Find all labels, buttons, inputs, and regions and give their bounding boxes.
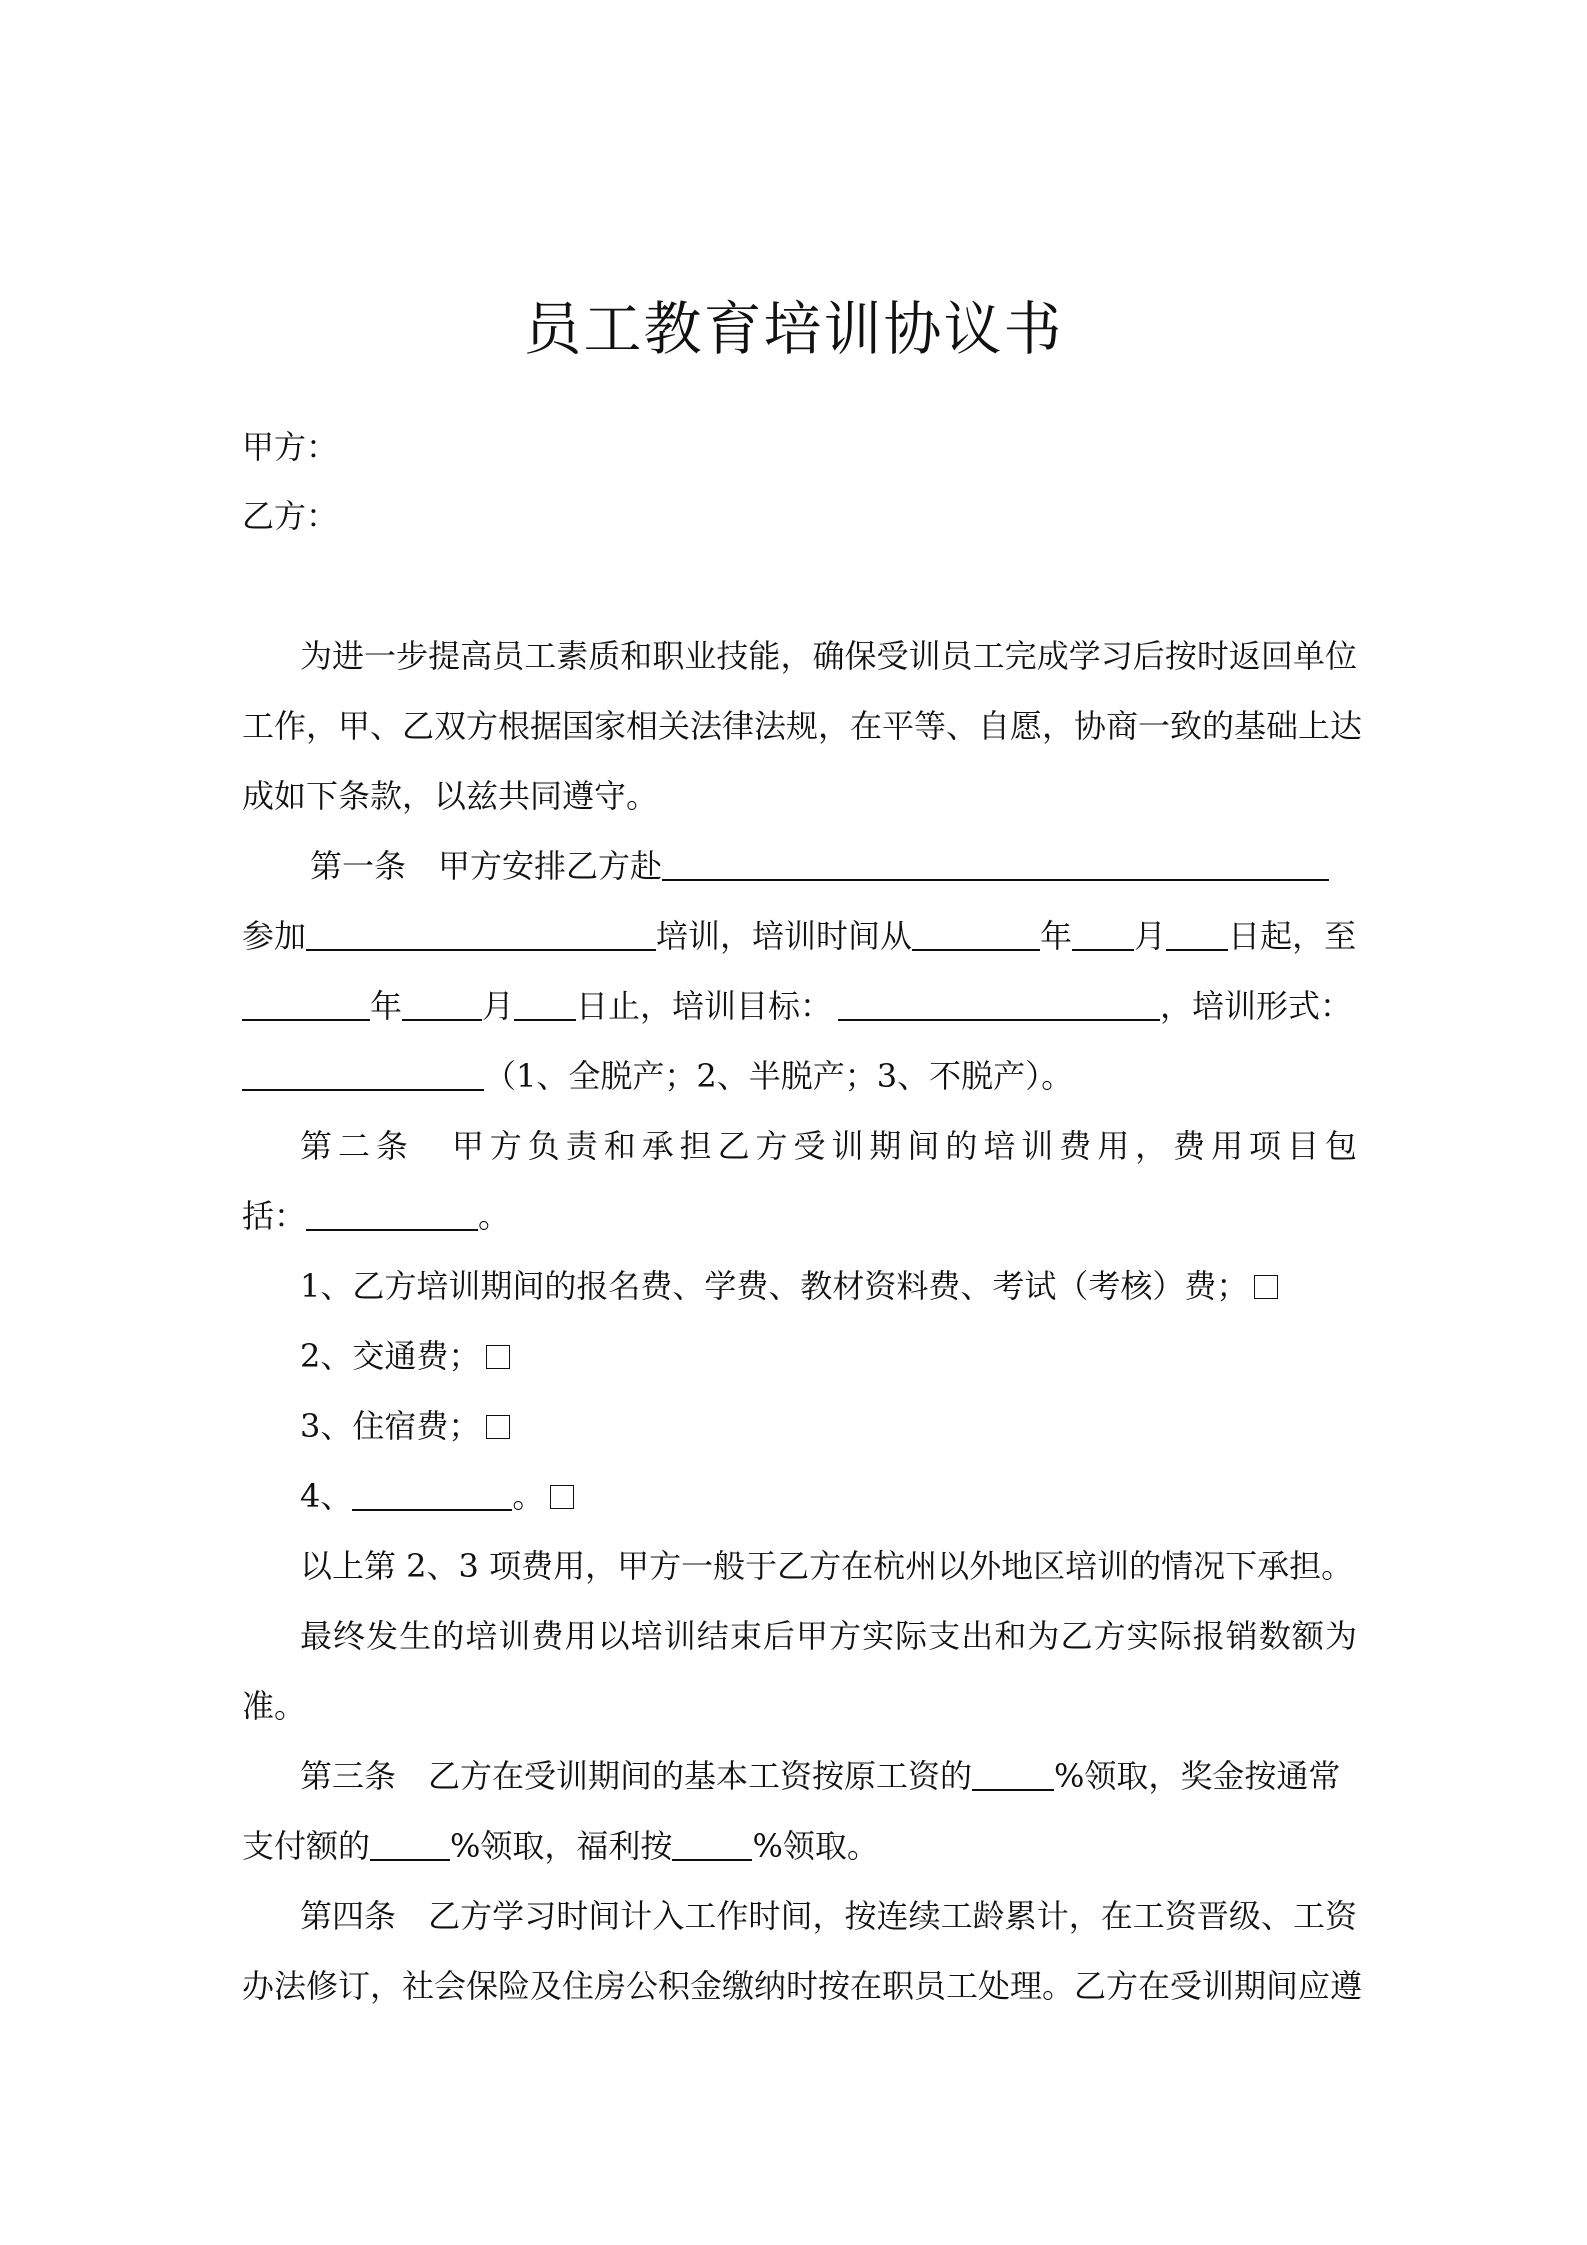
intro-line-3: 成如下条款，以兹共同遵守。 xyxy=(242,777,659,815)
attend-label: 参加 xyxy=(242,917,307,955)
party-a-label: 甲方： xyxy=(242,428,339,466)
article-2-line-2 xyxy=(242,1194,1357,1238)
expense-item-4-prefix: 4、 xyxy=(300,1477,353,1515)
expense-item-3 xyxy=(300,1404,1415,1448)
article-4-line-1: 第四条 乙方学习时间计入工作时间，按连续工龄累计，在工资晋级、工资 xyxy=(300,1897,1357,1935)
start-month-blank[interactable] xyxy=(1072,915,1134,951)
expense-item-1 xyxy=(300,1264,1415,1308)
checkbox-4[interactable] xyxy=(550,1485,574,1509)
day-to-label: 日止，培训目标： xyxy=(576,987,833,1025)
expense-item-2 xyxy=(300,1334,1415,1378)
article-1-heading: 第一条 甲方安排乙方赴 xyxy=(310,847,663,885)
intro-line-2: 工作，甲、乙双方根据国家相关法律法规，在平等、自愿，协商一致的基础上达 xyxy=(242,707,1363,745)
period: 。 xyxy=(512,1477,545,1515)
end-month-blank[interactable] xyxy=(402,985,482,1021)
training-form-blank[interactable] xyxy=(242,1055,484,1091)
expense-item-2-text: 2、交通费； xyxy=(300,1337,481,1375)
checkbox-3[interactable] xyxy=(486,1415,510,1439)
expense-item-3-text: 3、住宿费； xyxy=(300,1407,481,1445)
end-year-blank[interactable] xyxy=(242,985,370,1021)
training-time-label: 培训，培训时间从 xyxy=(656,917,913,955)
expense-item-4-blank[interactable] xyxy=(352,1475,512,1511)
article-1-line-2 xyxy=(242,914,1357,958)
article-2-note-2-end: 准。 xyxy=(242,1687,307,1725)
article-3-line-2 xyxy=(242,1824,1357,1868)
start-year-blank[interactable] xyxy=(912,915,1040,951)
end-day-blank[interactable] xyxy=(514,985,576,1021)
article-3-heading: 第三条 乙方在受训期间的基本工资按原工资的 xyxy=(300,1757,973,1795)
document-title: 员工教育培训协议书 xyxy=(523,295,1064,363)
bonus-percent-blank[interactable] xyxy=(370,1825,450,1861)
receive-label: %领取。 xyxy=(752,1827,879,1865)
expense-item-1-text: 1、乙方培训期间的报名费、学费、教材资料费、考试（考核）费； xyxy=(300,1267,1249,1305)
training-form-label: ，培训形式： xyxy=(1160,987,1353,1025)
start-day-blank[interactable] xyxy=(1166,915,1228,951)
training-form-options: （1、全脱产；2、半脱产；3、不脱产）。 xyxy=(484,1057,1074,1095)
year-label: 年 xyxy=(1040,917,1073,955)
period: 。 xyxy=(478,1197,511,1235)
checkbox-1[interactable] xyxy=(1254,1275,1278,1299)
year-label: 年 xyxy=(370,987,403,1025)
month-label: 月 xyxy=(482,987,515,1025)
welfare-label: %领取，福利按 xyxy=(450,1827,673,1865)
training-name-blank[interactable] xyxy=(306,915,656,951)
bonus-label: %领取，奖金按通常 xyxy=(1054,1757,1341,1795)
expense-items-blank[interactable] xyxy=(306,1195,478,1231)
article-2-note-1: 以上第 2、3 项费用，甲方一般于乙方在杭州以外地区培训的情况下承担。 xyxy=(300,1547,1354,1585)
party-b-label: 乙方： xyxy=(242,497,339,535)
article-4-line-2: 办法修订，社会保险及住房公积金缴纳时按在职员工处理。乙方在受训期间应遵 xyxy=(242,1967,1363,2005)
base-salary-percent-blank[interactable] xyxy=(972,1755,1054,1791)
month-label: 月 xyxy=(1134,917,1167,955)
destination-blank[interactable] xyxy=(662,845,1329,881)
article-2-note-2: 最终发生的培训费用以培训结束后甲方实际支出和为乙方实际报销数额为 xyxy=(300,1617,1357,1655)
article-1-line-1 xyxy=(310,844,1425,888)
article-1-line-4 xyxy=(242,1054,1357,1098)
checkbox-2[interactable] xyxy=(486,1345,510,1369)
training-goal-blank[interactable] xyxy=(838,985,1160,1021)
expense-item-4 xyxy=(300,1474,1415,1518)
welfare-percent-blank[interactable] xyxy=(672,1825,752,1861)
article-1-line-3 xyxy=(242,984,1357,1028)
article-3-line-1 xyxy=(300,1754,1415,1798)
day-from-label: 日起，至 xyxy=(1228,917,1357,955)
include-label: 括： xyxy=(242,1197,307,1235)
article-2-line-1: 第二条 甲方负责和承担乙方受训期间的培训费用，费用项目包 xyxy=(300,1127,1357,1165)
payment-label: 支付额的 xyxy=(242,1827,371,1865)
intro-line-1: 为进一步提高员工素质和职业技能，确保受训员工完成学习后按时返回单位 xyxy=(300,637,1357,675)
